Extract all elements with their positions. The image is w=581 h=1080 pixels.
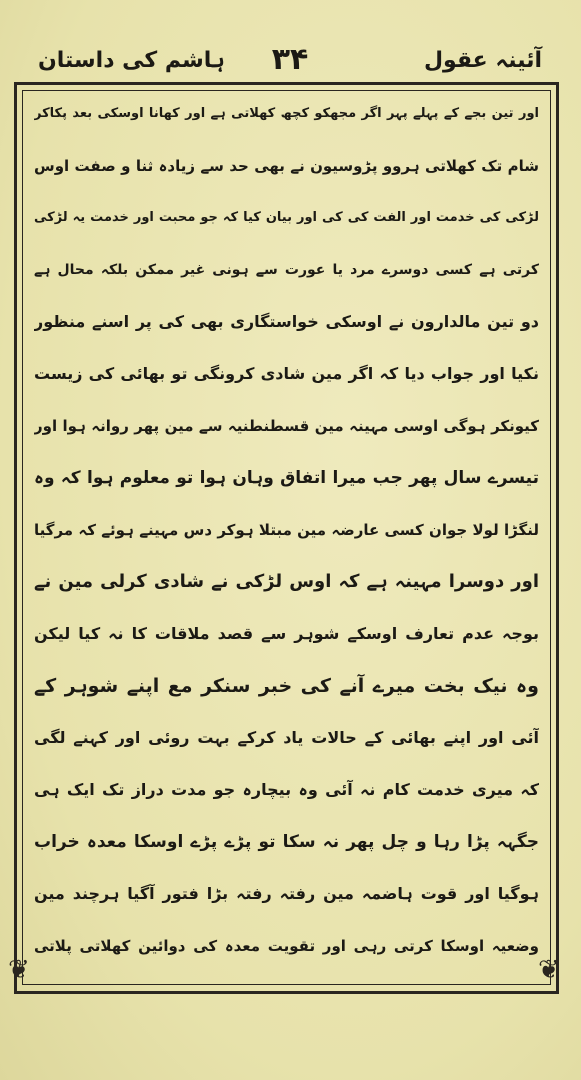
text-line-2: شام تک کھلاتی ہروو پڑوسیون نے بھی حد سے زیادہ ثنا و صفت اوس	[34, 157, 539, 175]
text-line-15: جگہہ پڑا رہا و چل پھر نہ سکا تو پڑے پڑے اوسکا معدہ خراب	[34, 832, 539, 852]
text-line-14: کہ میری خدمت کام نہ آئی وہ بیچارہ جو مدت دراز تک ایک ہی	[34, 780, 539, 799]
text-line-5: دو تین مالدارون نے اوسکی خواستگاری بھی کی پر اسنے منظور	[34, 312, 539, 331]
text-line-9: لنگڑا لولا جوان کسی عارضہ مین مبتلا ہوکر دس مہینے ہوئے کہ مرگیا	[34, 521, 539, 539]
corner-ornament-bottom-left: ❦	[8, 955, 30, 985]
text-line-17: وضعیہ اوسکا کرتی رہی اور تقویت معدہ کی دوائین کھلاتی پلاتی	[34, 937, 539, 955]
text-line-11: بوجہ عدم تعارف اوسکے شوہر سے قصد ملاقات کا نہ کیا لیکن	[34, 624, 539, 643]
page-header	[30, 42, 550, 82]
text-line-12: وہ نیک بخت میرے آنے کی خبر سنکر مع اپنے شوہر کے	[34, 675, 539, 697]
text-line-13: آئی اور اپنے بھائی کے حالات یاد کرکے بہت روئی اور کہنے لگی	[34, 728, 539, 747]
corner-ornament-bottom-right: ❦	[538, 955, 560, 985]
book-title: آئینہ عقول	[423, 48, 542, 73]
text-line-7: کیونکر ہوگی اوسی مہینہ مین قسطنطنیہ سے مین پھر روانہ ہوا اور	[34, 417, 539, 435]
text-line-16: ہوگیا اور قوت ہاضمہ مین رفتہ رفتہ بڑا فتور آگیا ہرچند مین	[34, 884, 539, 903]
text-line-10: اور دوسرا مہینہ ہے کہ اوس لڑکی نے شادی کرلی مین نے	[34, 571, 539, 592]
page-number: ۳۴	[271, 42, 309, 77]
text-line-6: نکیا اور جواب دیا کہ اگر مین شادی کرونگی تو بھائی کی زیست	[34, 364, 539, 383]
text-line-8: تیسرے سال پھر جب میرا اتفاق وہان ہوا تو معلوم ہوا کہ وہ	[34, 468, 539, 488]
text-line-3: لڑکی کی خدمت اور الفت کی کی اور بیان کیا کہ جو محبت اور خدمت یہ لڑکی	[34, 210, 539, 225]
text-line-4: کرتی ہے کسی دوسرے مرد یا عورت سے ہونی غیر ممکن بلکہ محال ہے	[34, 262, 539, 278]
body-text	[34, 92, 539, 982]
text-line-1: اور تین بجے کے پہلے پہر اگر مجھکو کچھ کھلاتی ہے اور کھانا اوسکی بعد پکاکر	[34, 106, 539, 121]
chapter-title: ہاشم کی داستان	[38, 48, 225, 73]
